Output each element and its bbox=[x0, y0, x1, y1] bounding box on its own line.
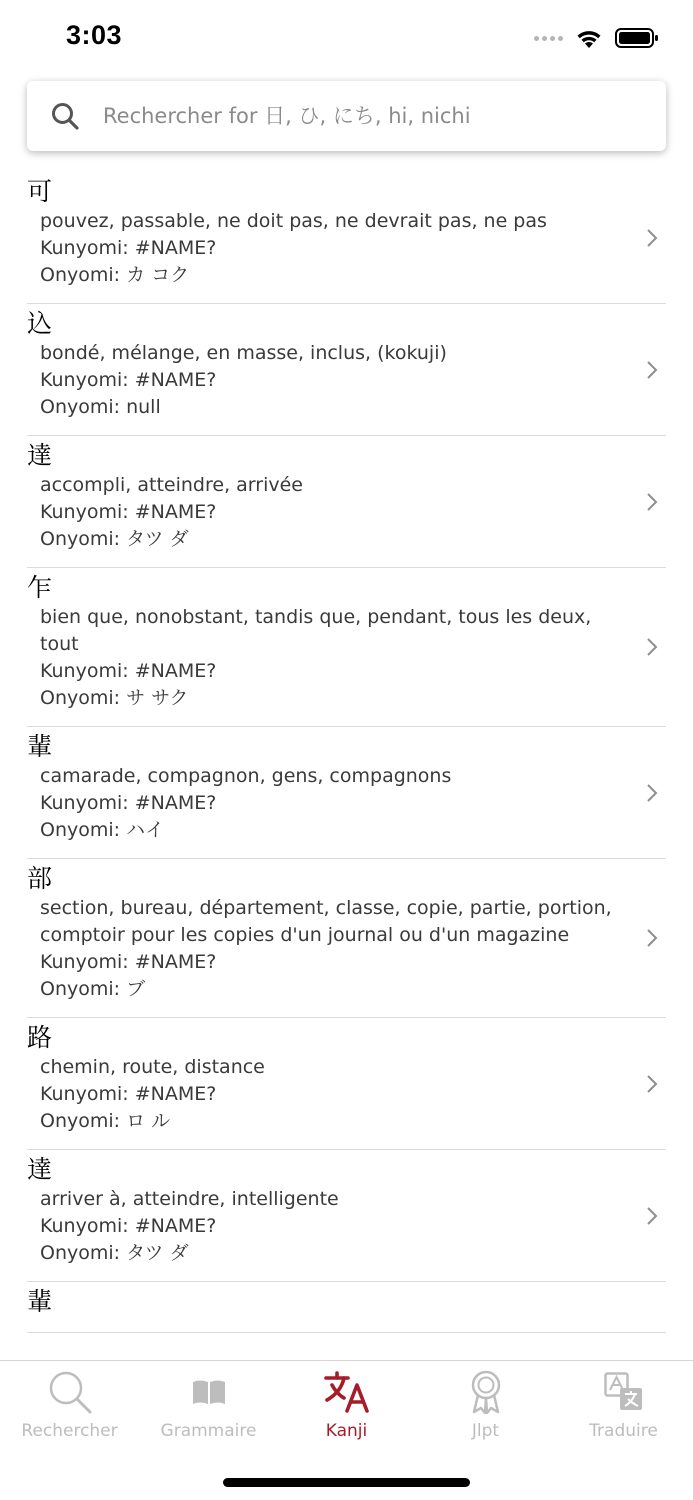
status-bar bbox=[0, 0, 693, 76]
chevron-right-icon bbox=[646, 1206, 658, 1226]
kanji-onyomi: Onyomi: null bbox=[40, 396, 161, 418]
tab-bar bbox=[0, 1360, 693, 1500]
status-time: 3:03 bbox=[66, 20, 123, 50]
kanji-character: 達 bbox=[27, 441, 53, 470]
tab-jlpt[interactable] bbox=[416, 1361, 555, 1451]
kanji-kunyomi: Kunyomi: #NAME? bbox=[40, 1083, 217, 1105]
wifi-icon bbox=[575, 27, 603, 49]
kanji-meaning: camarade, compagnon, gens, compagnons bbox=[40, 765, 452, 787]
kanji-list-item[interactable] bbox=[27, 727, 666, 859]
book-icon bbox=[191, 1369, 227, 1415]
kanji-list-item[interactable] bbox=[27, 859, 666, 1018]
kanji-character: 輩 bbox=[27, 1287, 53, 1316]
kanji-character: 達 bbox=[27, 1155, 53, 1184]
kanji-kunyomi: Kunyomi: #NAME? bbox=[40, 237, 217, 259]
kanji-meaning: arriver à, atteindre, intelligente bbox=[40, 1188, 339, 1210]
kanji-meaning: accompli, atteindre, arrivée bbox=[40, 474, 303, 496]
kanji-character: 路 bbox=[27, 1023, 53, 1052]
tab-rechercher[interactable] bbox=[0, 1361, 139, 1451]
kanji-list-item[interactable] bbox=[27, 1150, 666, 1282]
kanji-onyomi: Onyomi: カ コク bbox=[40, 264, 190, 286]
kanji-kunyomi: Kunyomi: #NAME? bbox=[40, 369, 217, 391]
search-input[interactable] bbox=[103, 96, 643, 136]
kanji-onyomi: Onyomi: タツ ダ bbox=[40, 528, 189, 550]
kanji-kunyomi: Kunyomi: #NAME? bbox=[40, 1215, 217, 1237]
chevron-right-icon bbox=[646, 492, 658, 512]
chevron-right-icon bbox=[646, 637, 658, 657]
kanji-list-item[interactable] bbox=[27, 1282, 666, 1333]
kanji-character: 輩 bbox=[27, 732, 53, 761]
kanji-onyomi: Onyomi: サ サク bbox=[40, 687, 189, 709]
kanji-kunyomi: Kunyomi: #NAME? bbox=[40, 660, 217, 682]
tab-label: Jlpt bbox=[471, 1421, 500, 1441]
search-icon bbox=[47, 1369, 93, 1415]
tab-label: Kanji bbox=[325, 1421, 368, 1441]
tab-label: Traduire bbox=[589, 1421, 658, 1441]
cellular-signal-icon bbox=[534, 36, 563, 41]
award-icon bbox=[469, 1369, 503, 1415]
tab-label: Grammaire bbox=[160, 1421, 257, 1441]
kanji-list-item[interactable] bbox=[27, 1018, 666, 1150]
tab-traduire[interactable] bbox=[554, 1361, 693, 1451]
kanji-character: 乍 bbox=[27, 573, 53, 602]
tab-kanji[interactable] bbox=[277, 1361, 416, 1451]
kanji-kunyomi: Kunyomi: #NAME? bbox=[40, 501, 217, 523]
chevron-right-icon bbox=[646, 360, 658, 380]
kanji-meaning: chemin, route, distance bbox=[40, 1056, 265, 1078]
home-indicator[interactable] bbox=[223, 1478, 470, 1487]
search-icon bbox=[27, 81, 103, 151]
kanji-onyomi: Onyomi: ハイ bbox=[40, 819, 165, 841]
chevron-right-icon bbox=[646, 228, 658, 248]
battery-icon bbox=[615, 27, 659, 49]
kanji-meaning: bondé, mélange, en masse, inclus, (kokuji) bbox=[40, 342, 447, 364]
translate-box-icon bbox=[604, 1369, 644, 1415]
tab-label: Rechercher bbox=[21, 1421, 118, 1441]
kanji-character: 込 bbox=[27, 309, 53, 338]
kanji-list bbox=[27, 172, 666, 1360]
tab-grammaire[interactable] bbox=[139, 1361, 278, 1451]
kanji-onyomi: Onyomi: タツ ダ bbox=[40, 1242, 189, 1264]
chevron-right-icon bbox=[646, 783, 658, 803]
kanji-list-item[interactable] bbox=[27, 172, 666, 304]
translate-icon bbox=[324, 1369, 370, 1415]
search-bar[interactable] bbox=[27, 81, 666, 151]
kanji-character: 部 bbox=[27, 864, 53, 893]
kanji-list-item[interactable] bbox=[27, 304, 666, 436]
kanji-meaning: section, bureau, département, classe, copie, partie, portion, comptoir pour les copies d'un journal ou d'un magazine bbox=[40, 897, 612, 946]
kanji-meaning: bien que, nonobstant, tandis que, pendant, tous les deux, tout bbox=[40, 606, 592, 655]
kanji-kunyomi: Kunyomi: #NAME? bbox=[40, 792, 217, 814]
kanji-list-item[interactable] bbox=[27, 568, 666, 727]
kanji-onyomi: Onyomi: ブ bbox=[40, 978, 146, 1000]
chevron-right-icon bbox=[646, 1074, 658, 1094]
kanji-character: 可 bbox=[27, 177, 53, 206]
status-icons bbox=[534, 24, 659, 52]
kanji-meaning: pouvez, passable, ne doit pas, ne devrait pas, ne pas bbox=[40, 210, 547, 232]
kanji-onyomi: Onyomi: ロ ル bbox=[40, 1110, 171, 1132]
kanji-list-item[interactable] bbox=[27, 436, 666, 568]
kanji-kunyomi: Kunyomi: #NAME? bbox=[40, 951, 217, 973]
chevron-right-icon bbox=[646, 928, 658, 948]
